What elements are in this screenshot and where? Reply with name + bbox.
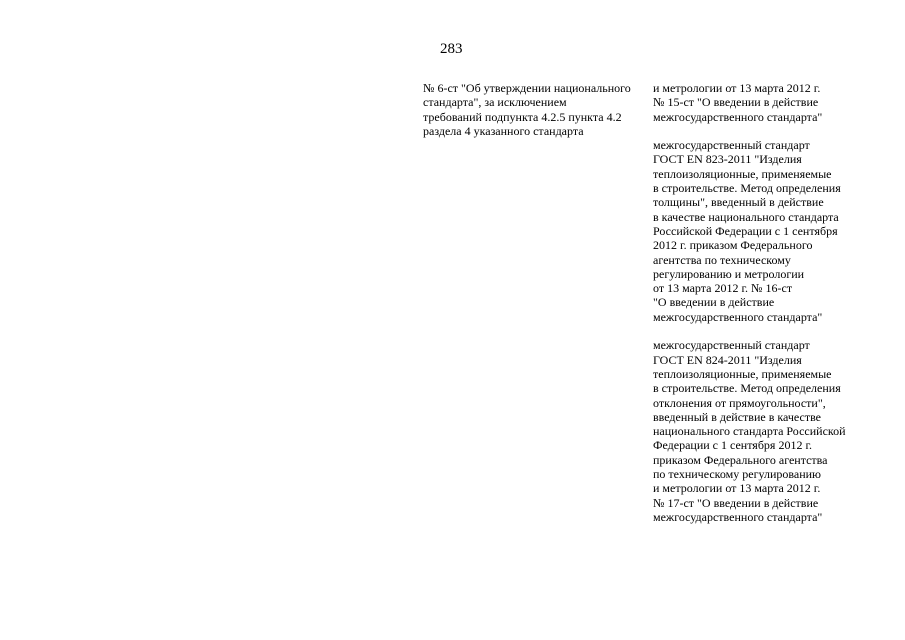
text-line: теплоизоляционные, применяемые (653, 166, 832, 181)
text-line: № 17-ст "О введении в действие (653, 495, 819, 510)
text-line: приказом Федерального агентства (653, 452, 828, 467)
text-line: от 13 марта 2012 г. № 16-ст (653, 281, 793, 296)
right-paragraph-3 (653, 338, 846, 524)
left-paragraph (423, 81, 631, 138)
text-line: ГОСТ EN 823-2011 "Изделия (653, 152, 802, 167)
text-line: введенный в действие в качестве (653, 409, 822, 424)
text-line: Российской Федерации с 1 сентября (653, 223, 838, 238)
text-line: и метрологии от 13 марта 2012 г. (653, 481, 821, 496)
text-line: национального стандарта Российской (653, 424, 846, 439)
text-line: № 15-ст "О введении в действие (653, 95, 819, 110)
text-line: агентства по техническому (653, 252, 791, 267)
text-line: в строительстве. Метод определения (653, 181, 841, 196)
text-line: ГОСТ EN 824-2011 "Изделия (653, 352, 802, 367)
text-line: по техническому регулированию (653, 467, 822, 482)
text-line: и метрологии от 13 марта 2012 г. (653, 81, 821, 95)
text-line: межгосударственного стандарта" (653, 109, 823, 124)
page-number: 283 (440, 41, 463, 57)
text-line: № 6-ст "Об утверждении национального (423, 81, 631, 95)
right-column (653, 81, 846, 524)
text-line: межгосударственного стандарта" (653, 509, 823, 524)
text-line: толщины", введенный в действие (653, 195, 824, 210)
left-column (423, 81, 631, 138)
text-line: раздела 4 указанного стандарта (423, 123, 584, 138)
text-line: Федерации с 1 сентября 2012 г. (653, 438, 813, 453)
text-line: теплоизоляционные, применяемые (653, 366, 832, 381)
right-paragraph-1 (653, 81, 846, 124)
text-line: 2012 г. приказом Федерального (653, 238, 813, 253)
text-line: отклонения от прямоугольности", (653, 395, 826, 410)
right-paragraph-2 (653, 138, 846, 324)
text-line: в качестве национального стандарта (653, 209, 839, 224)
text-line: "О введении в действие (653, 295, 775, 310)
text-line: стандарта", за исключением (423, 95, 567, 110)
text-line: регулированию и метрологии (653, 266, 805, 281)
text-line: межгосударственный стандарт (653, 338, 810, 353)
text-line: межгосударственного стандарта" (653, 309, 823, 324)
text-line: межгосударственный стандарт (653, 138, 810, 153)
text-line: в строительстве. Метод определения (653, 381, 841, 396)
text-line: требований подпункта 4.2.5 пункта 4.2 (423, 109, 622, 124)
